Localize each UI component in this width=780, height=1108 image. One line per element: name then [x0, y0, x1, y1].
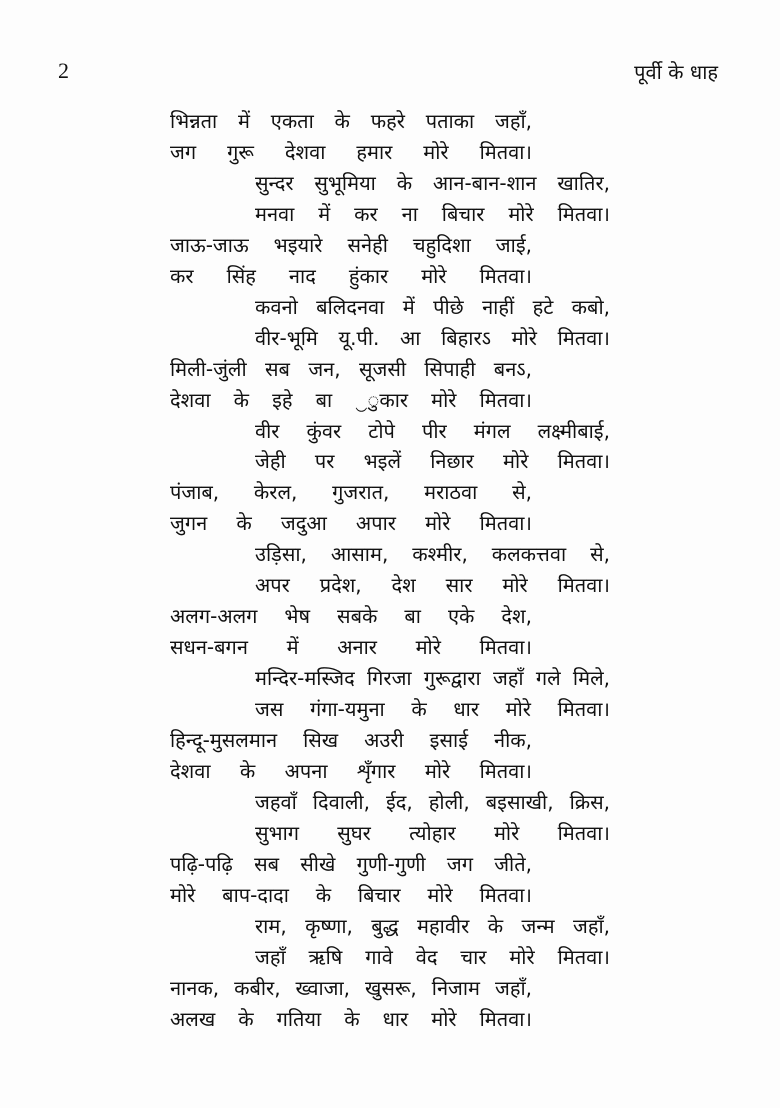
running-title: पूर्वी के धाह — [634, 60, 718, 84]
poem-line: पंजाब, केरल, गुजरात, मराठवा से, — [170, 480, 532, 505]
poem-line: कर सिंह नाद हुंकार मोरे मितवा। — [170, 263, 532, 288]
poem-line: मोरे बाप-दादा के बिचार मोरे मितवा। — [170, 882, 532, 907]
poem-line: अलग-अलग भेष सबके बा एके देश, — [170, 604, 532, 629]
poem-line: जग गुरू देशवा हमार मोरे मितवा। — [170, 139, 532, 164]
poem-line: कवनो बलिदनवा में पीछे नाहीं हटे कबो, — [255, 294, 610, 319]
poem-line: नानक, कबीर, ख्वाजा, खुसरू, निजाम जहाँ, — [170, 975, 532, 1000]
page-number: 2 — [58, 58, 69, 83]
poem-line: राम, कृष्णा, बुद्ध महावीर के जन्म जहाँ, — [255, 913, 610, 938]
poem-line: जहवाँ दिवाली, ईद, होली, बइसाखी, क्रिस, — [255, 789, 610, 814]
poem-line: जाऊ-जाऊ भइयारे सनेही चहुदिशा जाई, — [170, 232, 532, 257]
poem-line: अपर प्रदेश, देश सार मोरे मितवा। — [255, 573, 610, 598]
poem-line: जस गंगा-यमुना के धार मोरे मितवा। — [255, 697, 610, 722]
poem-line: देशवा के इहे बा ‿ुकार मोरे मितवा। — [170, 387, 532, 412]
poem-line: सुन्दर सुभूमिया के आन-बान-शान खातिर, — [255, 170, 610, 195]
poem-line: वीर कुंवर टोपे पीर मंगल लक्ष्मीबाई, — [255, 418, 610, 443]
poem-line: वीर-भूमि यू.पी. आ बिहारऽ मोरे मितवा। — [255, 325, 610, 350]
poem-line: सधन-बगन में अनार मोरे मितवा। — [170, 635, 532, 660]
poem-line: उड़िसा, आसाम, कश्मीर, कलकत्तवा से, — [255, 542, 610, 567]
poem-line: मिली-जुंली सब जन, सूजसी सिपाही बनऽ, — [170, 356, 532, 381]
poem-line: भिन्नता में एकता के फहरे पताका जहाँ, — [170, 109, 532, 133]
poem-line: मन्दिर-मस्जिद गिरजा गुरूद्वारा जहाँ गले मिले, — [255, 666, 610, 691]
poem-line: जुगन के जदुआ अपार मोरे मितवा। — [170, 511, 532, 536]
poem-line: अलख के गतिया के धार मोरे मितवा। — [170, 1006, 532, 1031]
poem-line: पढ़ि-पढ़ि सब सीखे गुणी-गुणी जग जीते, — [170, 851, 532, 876]
poem-line: देशवा के अपना शृँगार मोरे मितवा। — [170, 758, 532, 783]
poem-line: जहाँ ऋषि गावे वेद चार मोरे मितवा। — [255, 944, 610, 969]
poem-line: मनवा में कर ना बिचार मोरे मितवा। — [255, 201, 610, 226]
poem-line: जेही पर भइलें निछार मोरे मितवा। — [255, 449, 610, 474]
poem-line: सुभाग सुघर त्योहार मोरे मितवा। — [255, 820, 610, 845]
poem-line: हिन्दू-मुसलमान सिख अउरी इसाई नीक, — [170, 728, 532, 752]
